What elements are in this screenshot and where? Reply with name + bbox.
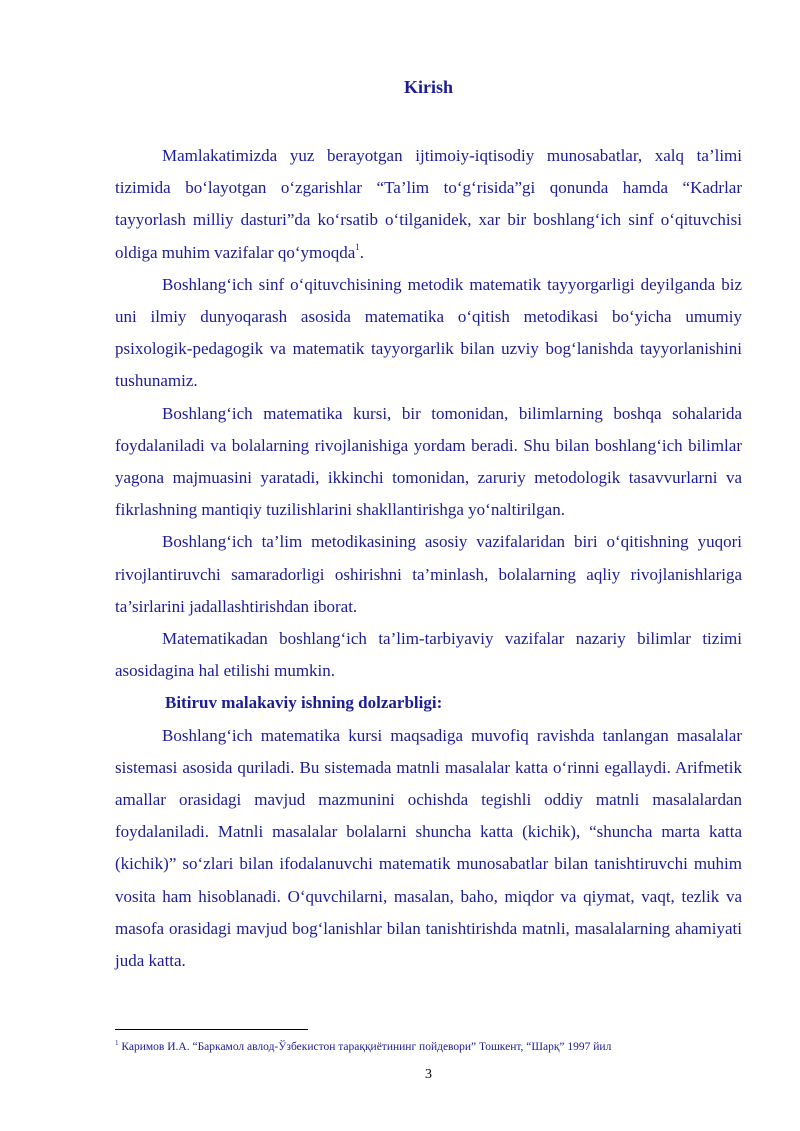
footnote-text: Каримов И.А. “Баркамол авлод-Ўзбекистон тараққиётининг пойдевори” Тошкент, “Шарқ” 1997 йил: [118, 1041, 612, 1053]
paragraph: [115, 140, 742, 269]
paragraph: Boshlang‘ich sinf o‘qituvchisining metodik matematik tayyorgarligi deyilganda biz uni ilmiy dunyoqarash asosida matematika o‘qitish metodikasi bo‘yicha umumiy psixologik-pedagogik va matematik tayyorgarlik bilan uzviy bog‘lanishda tayyorlanishini tushunamiz.: [115, 274, 742, 391]
paragraph: Boshlang‘ich ta’lim metodikasining asosiy vazifalaridan biri o‘qitishning yuqori rivojlantiruvchi samaradorligi oshirishni ta’minlash, bolalarning aqliy rivojlanishlariga ta’sirlarini jadallashtirishdan iborat.: [115, 532, 742, 616]
footnote-marker: 1: [115, 1039, 119, 1048]
page-number: 3: [425, 1067, 432, 1082]
paragraph: Boshlang‘ich matematika kursi, bir tomonidan, bilimlarning boshqa sohalarida foydalaniladi va bolalarning rivojlanishiga yordam beradi. Shu bilan boshlang‘ich bilimlar yagona majmuasini yaratadi, ikkinchi tomonidan, zaruriy metodologik tasavvurlarni va fikrlashning mantiqiy tuzilishlarini shakllantirishga yo‘naltirilgan.: [115, 403, 742, 520]
subheading: Bitiruv malakaviy ishning dolzarbligi:: [165, 693, 443, 713]
paragraph-text: Mamlakatimizda yuz berayotgan ijtimoiy-iqtisodiy munosabatlar, xalq ta’limi tizimida bo‘layotgan o‘zgarishlar “Ta’lim to‘g‘risida”gi qonunda hamda “Kadrlar tayyorlash milliy dasturi”da ko‘rsatib o‘tilganidek, xar bir boshlang‘ich sinf o‘qituvchisi oldiga muhim vazifalar qo‘ymoqda: [115, 146, 742, 262]
paragraph-end: .: [359, 242, 365, 262]
paragraph: Matematikadan boshlang‘ich ta’lim-tarbiyaviy vazifalar nazariy bilimlar tizimi asosidagina hal etilishi mumkin.: [115, 629, 742, 681]
body-text: [115, 140, 742, 977]
footnote-separator: [115, 1029, 308, 1030]
footnote-reference[interactable]: 1: [355, 241, 360, 252]
paragraph: Boshlang‘ich matematika kursi maqsadiga muvofiq ravishda tanlangan masalalar sistemasi asosida quriladi. Bu sistemada matnli masalalar katta o‘rinni egallaydi. Arifmetik amallar orasidagi mavjud mazmunini ochishda tegishli oddiy matnli masalalardan foydalaniladi. Matnli masalalar bolalarni shuncha katta (kichik), “shuncha marta katta (kichik)” so‘zlari bilan ifodalanuvchi matematik munosabatlar bilan tanishtiruvchi muhim vosita ham hisoblanadi. O‘quvchilarni, masalan, baho, miqdor va qiymat, vaqt, tezlik va masofa orasidagi mavjud bog‘lanishlar bilan tanishtirishda matnli, masalalarning ahamiyati juda katta.: [115, 725, 742, 971]
footnote: [115, 1039, 755, 1055]
section-title: Kirish: [403, 77, 453, 97]
